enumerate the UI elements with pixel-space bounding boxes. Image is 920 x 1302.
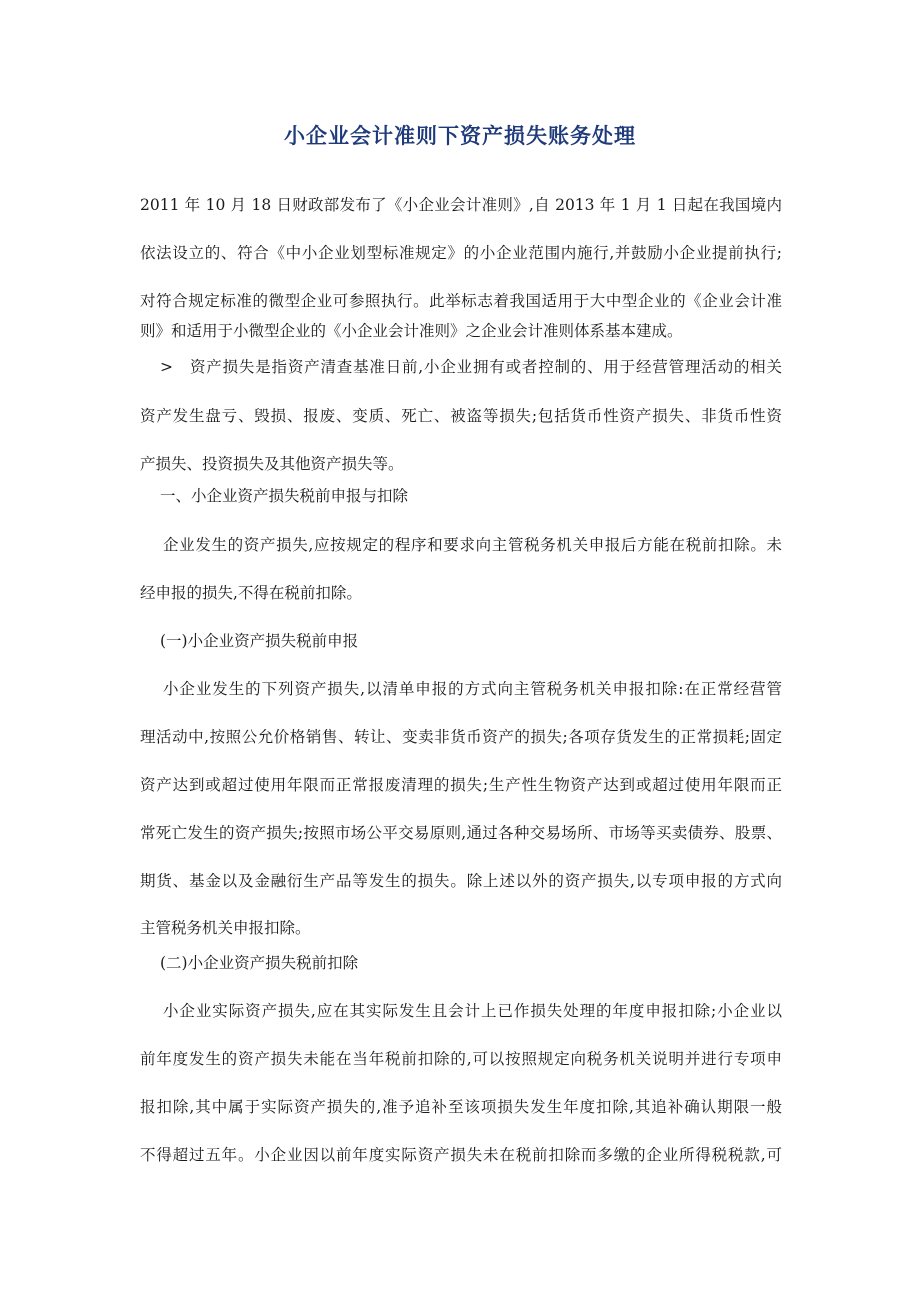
paragraph-line: 主管税务机关申报扣除。 [140, 919, 311, 937]
paragraph-line: 资产发生盘亏、毁损、报废、变质、死亡、被盗等损失;包括货币性资产损失、非货币性资 [140, 407, 782, 425]
paragraph-line: 小企业实际资产损失,应在其实际发生且会计上已作损失处理的年度申报扣除;小企业以 [163, 1002, 782, 1020]
paragraph-line: 常死亡发生的资产损失;按照市场公平交易原则,通过各种交易场所、市场等买卖债券、股票、 [140, 824, 782, 842]
paragraph-line: 资产损失是指资产清查基准日前,小企业拥有或者控制的、用于经营管理活动的相关 [190, 358, 782, 376]
paragraph-line: 企业发生的资产损失,应按规定的程序和要求向主管税务机关申报后方能在税前扣除。未 [163, 536, 782, 554]
paragraph-line: 期货、基金以及金融衍生产品等发生的损失。除上述以外的资产损失,以专项申报的方式向 [140, 872, 782, 890]
subsection-heading: (一)小企业资产损失税前申报 [160, 632, 359, 650]
subsection-heading: (二)小企业资产损失税前扣除 [160, 954, 359, 972]
paragraph-line: 对符合规定标准的微型企业可参照执行。此举标志着我国适用于大中型企业的《企业会计准 [140, 292, 782, 310]
paragraph-line: 前年度发生的资产损失未能在当年税前扣除的,可以按照规定向税务机关说明并进行专项申 [140, 1050, 782, 1068]
paragraph-line: 不得超过五年。小企业因以前年度实际资产损失未在税前扣除而多缴的企业所得税税款,可 [140, 1146, 782, 1164]
paragraph-line: 产损失、投资损失及其他资产损失等。 [140, 455, 404, 473]
section-heading: 一、小企业资产损失税前申报与扣除 [160, 487, 409, 505]
paragraph-line: 小企业发生的下列资产损失,以清单申报的方式向主管税务机关申报扣除:在正常经营管 [163, 680, 782, 698]
document-title: 小企业会计准则下资产损失账务处理 [284, 123, 636, 148]
bullet-marker: > [160, 358, 173, 376]
paragraph-line: 经申报的损失,不得在税前扣除。 [140, 584, 362, 602]
paragraph-line: 理活动中,按照公允价格销售、转让、变卖非货币资产的损失;各项存货发生的正常损耗;固定 [140, 728, 782, 746]
paragraph-line: 资产达到或超过使用年限而正常报废清理的损失;生产性生物资产达到或超过使用年限而正 [140, 776, 782, 794]
paragraph-line: 依法设立的、符合《中小企业划型标准规定》的小企业范围内施行,并鼓励小企业提前执行; [140, 244, 782, 262]
paragraph-line: 报扣除,其中属于实际资产损失的,准予追补至该项损失发生年度扣除,其追补确认期限一般 [140, 1098, 782, 1116]
paragraph-line: 2011 年 10 月 18 日财政部发布了《小企业会计准则》,自 2013 年 1 月 1 日起在我国境内 [140, 196, 782, 214]
paragraph-line: 则》和适用于小微型企业的《小企业会计准则》之企业会计准则体系基本建成。 [140, 322, 683, 340]
